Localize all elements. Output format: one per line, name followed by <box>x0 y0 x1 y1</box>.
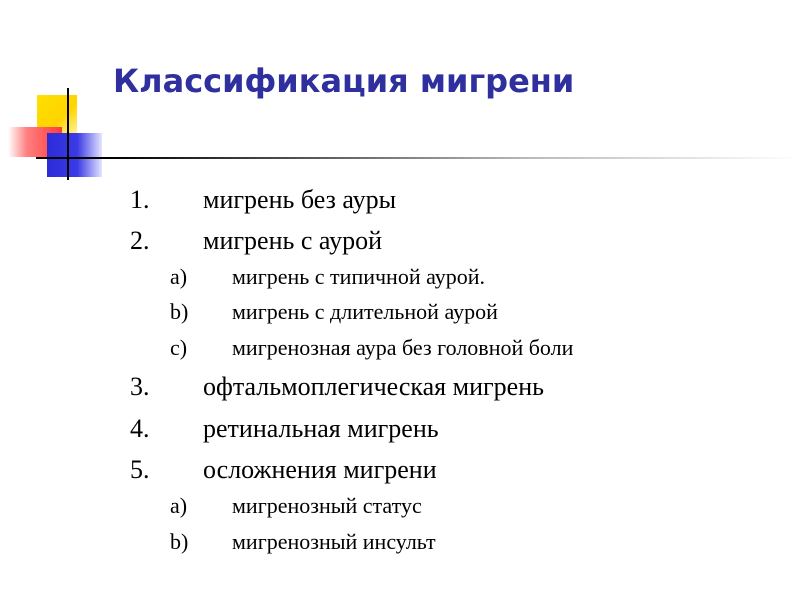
list-subitem-text: мигренозная аура без головной боли <box>232 335 574 360</box>
list-subitem-letter: a) <box>170 264 188 289</box>
list-subitem-text: мигренозный статус <box>232 493 422 518</box>
list-item-text: осложнения мигрени <box>203 455 437 484</box>
list-subitem-text: мигрень с типичной аурой. <box>232 264 486 289</box>
list-item-text: ретинальная мигрень <box>203 414 439 443</box>
list-item-number: 2. <box>130 226 150 255</box>
list-subitem-text: мигренозный инсульт <box>232 529 436 554</box>
list-subitem-letter: c) <box>170 335 188 360</box>
list-item-number: 5. <box>130 455 150 484</box>
list-item-text: мигрень без ауры <box>203 185 397 214</box>
list-item-number: 4. <box>130 414 150 443</box>
list-subitem-letter: b) <box>170 299 189 324</box>
list-subitem-letter: b) <box>170 529 189 554</box>
list-item-text: офтальмоплегическая мигрень <box>203 372 544 401</box>
list-item-number: 3. <box>130 372 150 401</box>
list-subitem-letter: a) <box>170 493 188 518</box>
list-item-number: 1. <box>130 185 150 214</box>
slide-title: Классификация мигрени <box>113 62 575 100</box>
list-subitem-text: мигрень с длительной аурой <box>232 299 498 324</box>
list-item-text: мигрень с аурой <box>203 226 383 255</box>
